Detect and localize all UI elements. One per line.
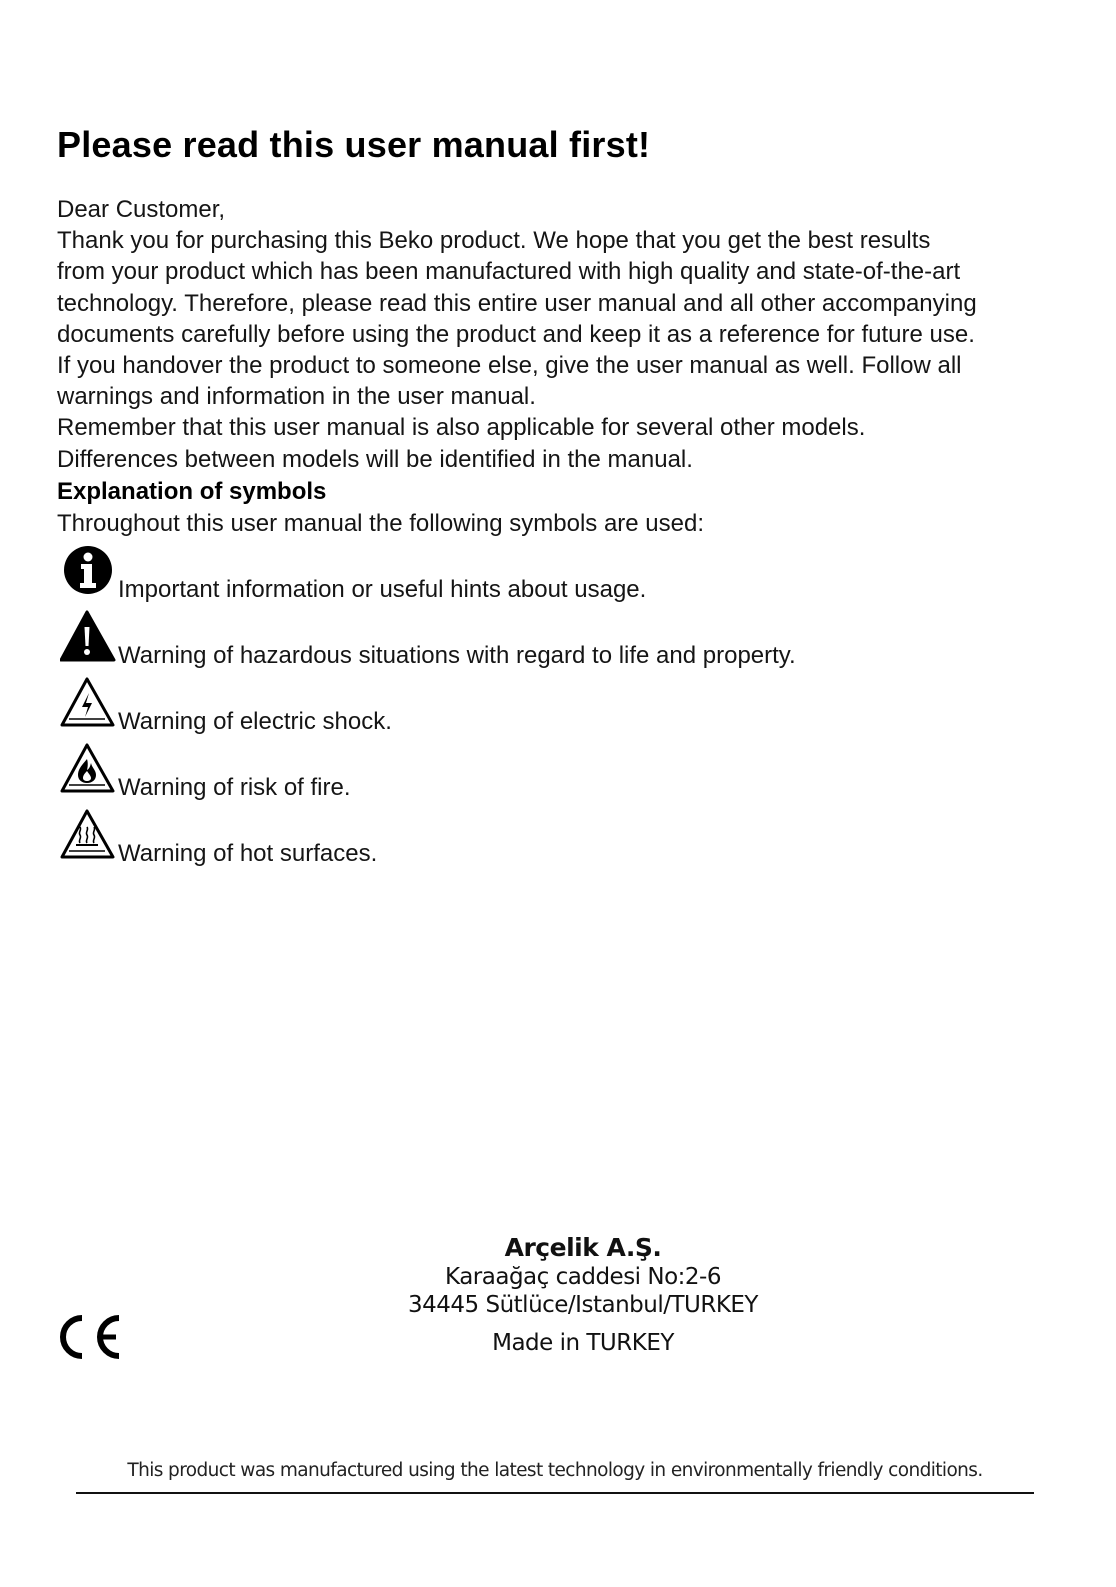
intro-line: Thank you for purchasing this Beko product. We hope that you get the best results xyxy=(57,227,931,255)
intro-line: warnings and information in the user manual. xyxy=(57,383,536,411)
symbol-item-hazard xyxy=(60,609,960,669)
company-name: Arçelik A.Ş. xyxy=(504,1233,662,1262)
intro-line: technology. Therefore, please read this entire user manual and all other accompanying xyxy=(57,289,977,317)
symbols-heading: Explanation of symbols xyxy=(57,477,327,505)
hazard-warning-icon xyxy=(60,609,118,665)
symbol-label: Warning of hot surfaces. xyxy=(118,840,378,867)
made-in: Made in TURKEY xyxy=(492,1330,674,1356)
symbols-description: Throughout this user manual the following symbols are used: xyxy=(57,509,705,537)
intro-section xyxy=(57,194,1067,539)
intro-line: documents carefully before using the product and keep it as a reference for future use. xyxy=(57,320,975,348)
page-title: Please read this user manual first! xyxy=(57,124,651,165)
symbol-label: Important information or useful hints about usage. xyxy=(118,576,647,603)
fire-risk-icon xyxy=(60,741,118,797)
symbol-item-info xyxy=(60,543,960,603)
footer-note: This product was manufactured using the latest technology in environmentally friendly conditions. xyxy=(127,1460,983,1481)
hot-surface-icon xyxy=(60,807,118,863)
address-street: Karaağaç caddesi No:2-6 xyxy=(445,1264,721,1290)
manufacturer-address xyxy=(380,1233,786,1357)
symbol-item-hot-surface xyxy=(60,807,960,867)
intro-line: Differences between models will be identified in the manual. xyxy=(57,445,693,473)
intro-line: from your product which has been manufactured with high quality and state-of-the-art xyxy=(57,258,961,286)
info-icon xyxy=(60,543,118,599)
symbol-label: Warning of risk of fire. xyxy=(118,774,351,801)
symbol-item-fire xyxy=(60,741,960,801)
greeting: Dear Customer, xyxy=(57,196,226,223)
address-city: 34445 Sütlüce/Istanbul/TURKEY xyxy=(408,1292,758,1318)
ce-mark-icon xyxy=(56,1312,124,1362)
intro-line: Remember that this user manual is also applicable for several other models. xyxy=(57,414,866,442)
electric-shock-icon xyxy=(60,675,118,731)
symbol-label: Warning of electric shock. xyxy=(118,708,392,735)
symbol-label: Warning of hazardous situations with regard to life and property. xyxy=(118,642,796,669)
footer-divider xyxy=(76,1492,1034,1494)
symbol-item-electric xyxy=(60,675,960,735)
intro-line: If you handover the product to someone else, give the user manual as well. Follow all xyxy=(57,352,962,380)
